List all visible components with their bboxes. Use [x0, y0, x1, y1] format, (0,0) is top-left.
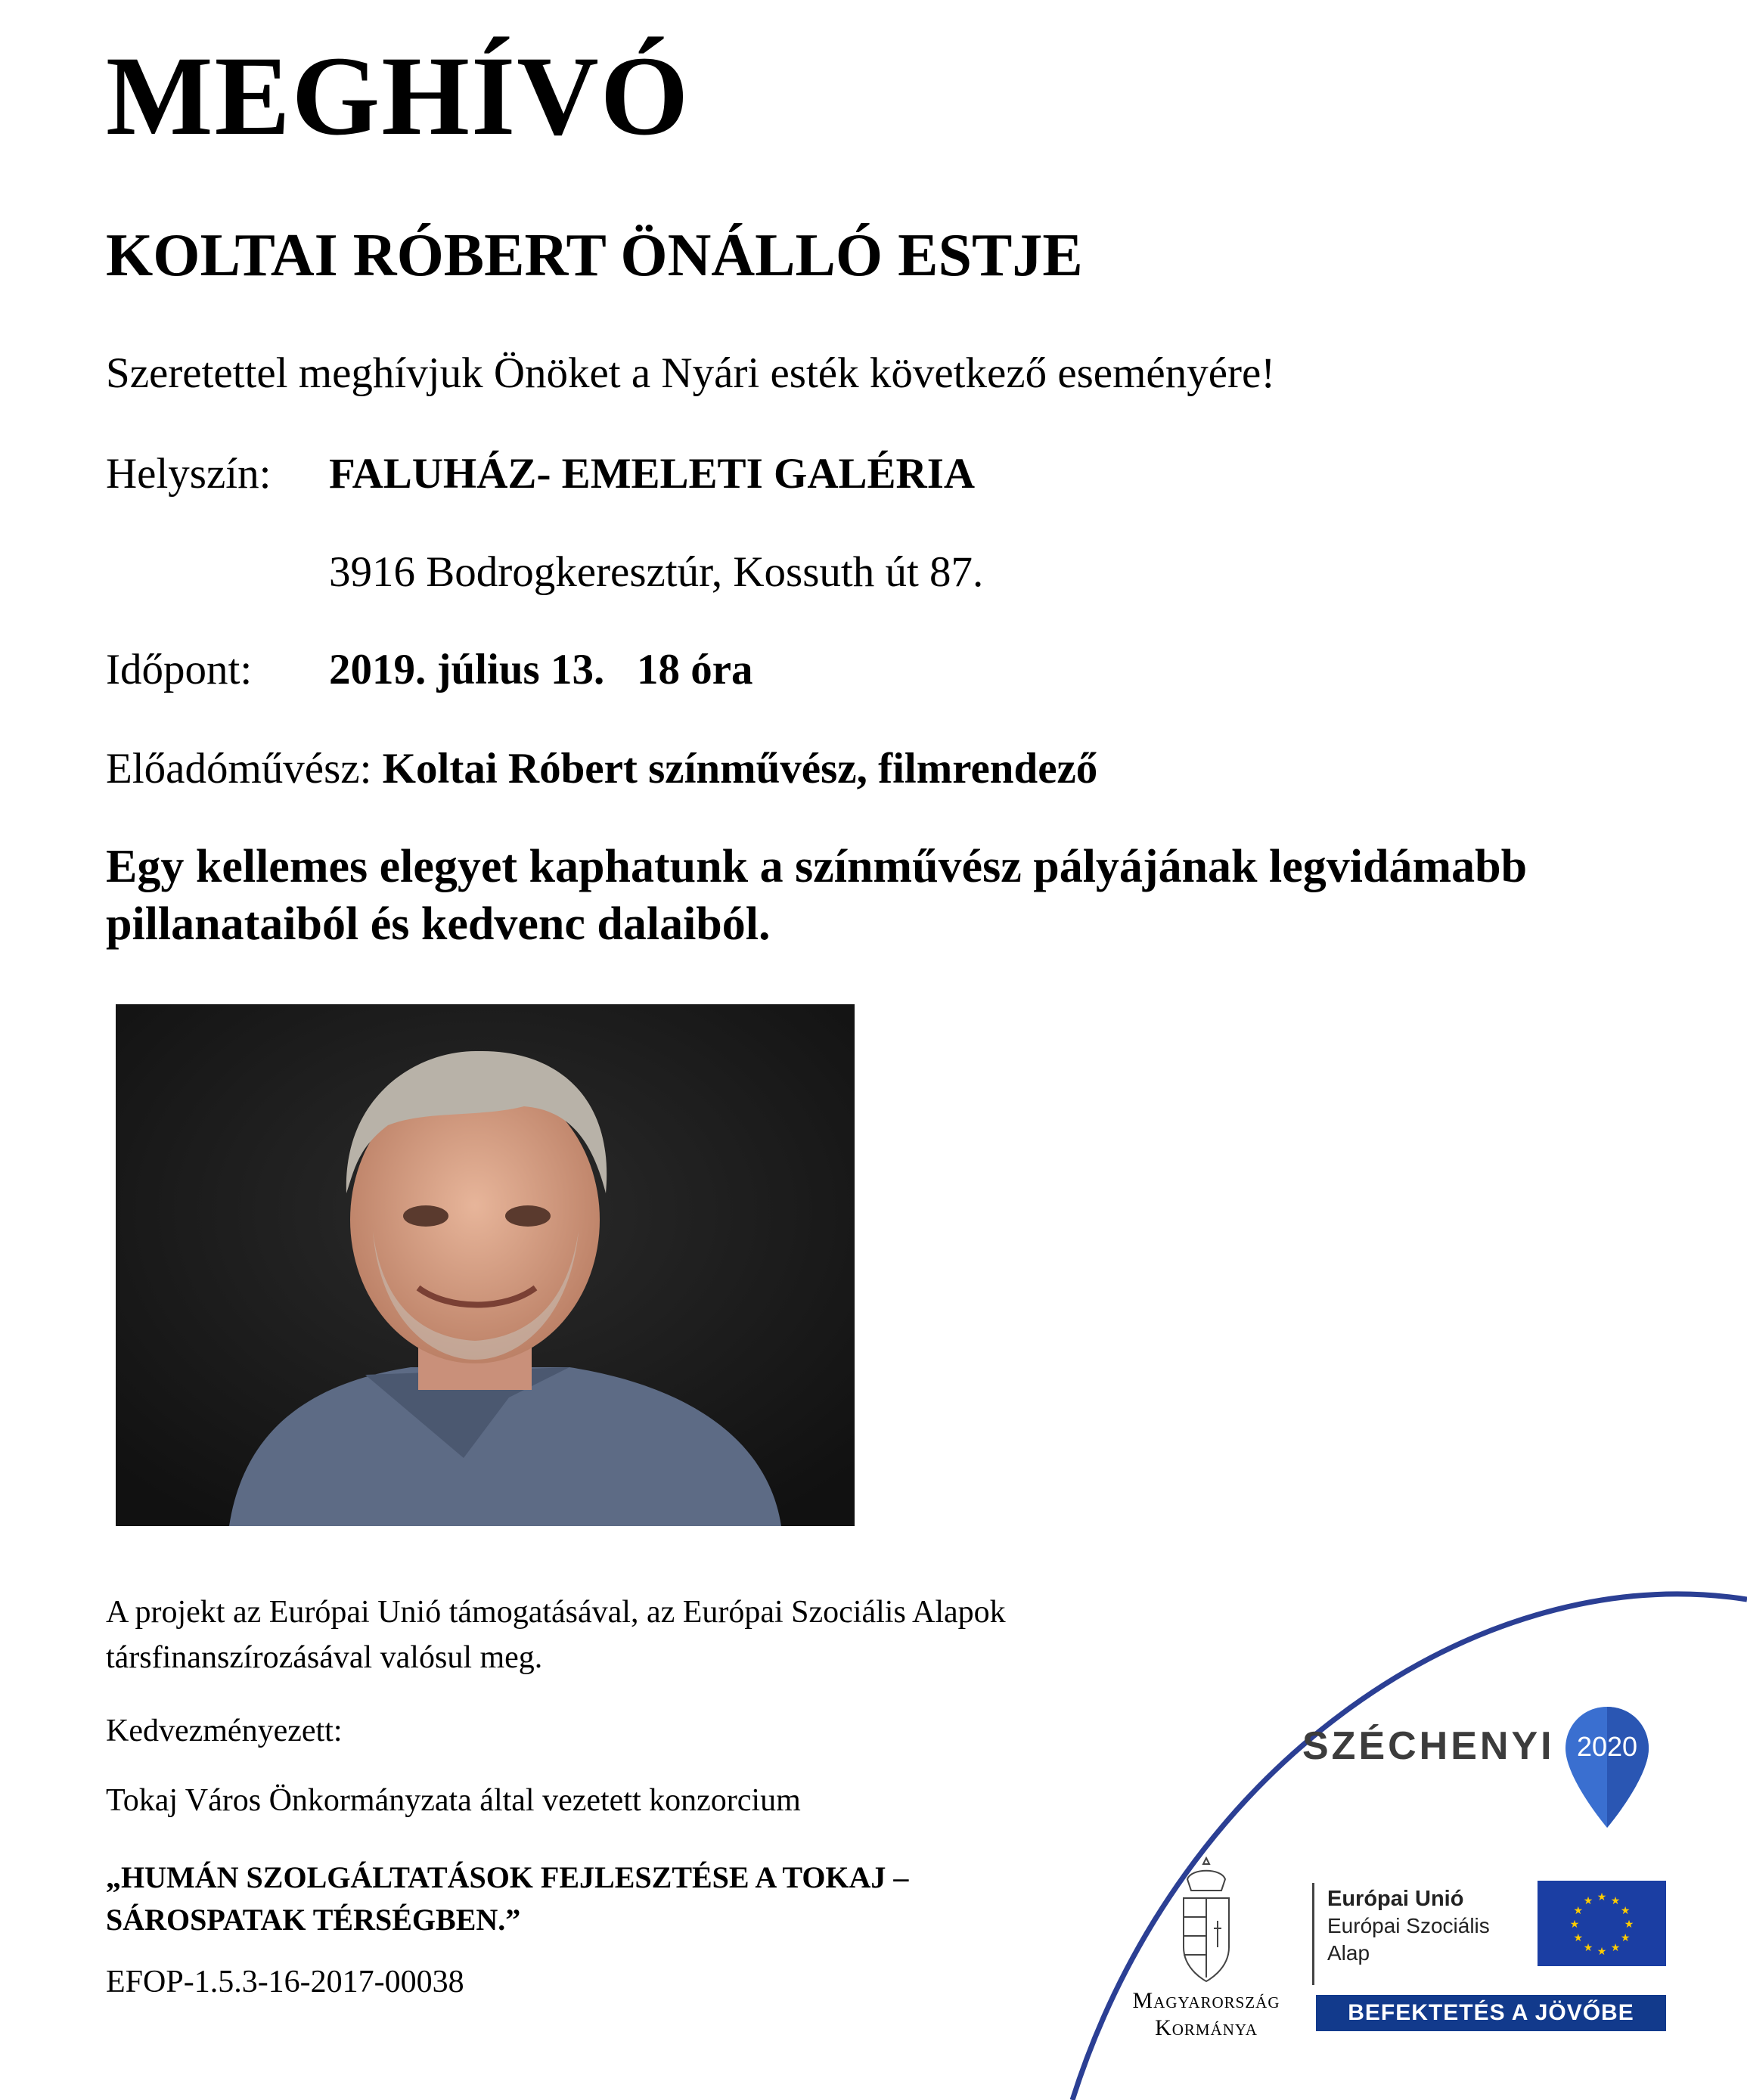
eu-logo-text: [1327, 1885, 1490, 1967]
eu-star-icon: ★: [1597, 1891, 1607, 1903]
beneficiary: Tokaj Város Önkormányzata által vezetett konzorcium: [106, 1783, 801, 1818]
eu-star-icon: ★: [1620, 1932, 1631, 1944]
performer-row: [106, 745, 1098, 793]
eu-star-icon: ★: [1573, 1905, 1584, 1917]
project-title: „HUMÁN SZOLGÁLTATÁSOK FEJLESZTÉSE A TOKAJ –SÁROSPATAK TÉRSÉGBEN.”: [106, 1860, 909, 1937]
performer-photo: [116, 1004, 855, 1526]
time-value: 2019. július 13. 18 óra: [329, 646, 753, 693]
eu-star-icon: ★: [1583, 1942, 1593, 1955]
eu-line1: Európai Unió: [1327, 1887, 1464, 1911]
beneficiary-label: Kedvezményezett:: [106, 1714, 343, 1748]
time-label: Időpont:: [106, 646, 253, 693]
gov-line1: Magyarország: [1132, 1988, 1280, 2013]
eu-flag-icon: [1538, 1881, 1666, 1966]
invest-banner: BEFEKTETÉS A JÖVŐBE: [1316, 1995, 1666, 2031]
szechenyi-logo-text: SZÉCHENYI: [1302, 1724, 1555, 1768]
performer-label: Előadóművész:: [106, 745, 372, 793]
eu-divider: [1312, 1883, 1314, 1985]
page-title: MEGHÍVÓ: [106, 33, 690, 159]
funding-text: A projekt az Európai Unió támogatásával, az Európai Szociális Alapok társfinanszírozásával valósul meg.: [106, 1595, 1006, 1675]
hungarian-coat-of-arms-icon: [1176, 1856, 1237, 1985]
eu-line3: Alap: [1327, 1941, 1370, 1965]
location-value: FALUHÁZ- EMELETI GALÉRIA: [329, 450, 976, 498]
eu-star-icon: ★: [1569, 1919, 1580, 1931]
eu-star-icon: ★: [1624, 1919, 1634, 1931]
project-code: EFOP-1.5.3-16-2017-00038: [106, 1965, 464, 1999]
eu-star-icon: ★: [1573, 1932, 1584, 1944]
eu-star-icon: ★: [1583, 1894, 1593, 1907]
eu-star-icon: ★: [1610, 1894, 1621, 1907]
address: 3916 Bodrogkeresztúr, Kossuth út 87.: [329, 548, 984, 596]
gov-line2: Kormánya: [1155, 2015, 1258, 2040]
szechenyi-pin-icon: [1562, 1703, 1652, 1832]
eu-star-icon: ★: [1597, 1946, 1607, 1958]
event-description: Egy kellemes elegyet kaphatunk a színművész pályájának legvidámabb pillanataiból és kedvenc dalaiból.: [106, 841, 1528, 950]
performer-value: Koltai Róbert színművész, filmrendező: [382, 745, 1098, 793]
government-logo-text: [1112, 1987, 1301, 2042]
event-title: KOLTAI RÓBERT ÖNÁLLÓ ESTJE: [106, 222, 1083, 289]
intro-text: Szeretettel meghívjuk Önöket a Nyári esték következő eseményére!: [106, 349, 1276, 397]
szechenyi-year: 2020: [1576, 1731, 1638, 1762]
portrait-illustration: [116, 1004, 855, 1526]
eu-star-icon: ★: [1620, 1905, 1631, 1917]
eu-line2: Európai Szociális: [1327, 1914, 1490, 1937]
location-label: Helyszín:: [106, 450, 272, 498]
eu-star-icon: ★: [1610, 1942, 1621, 1955]
